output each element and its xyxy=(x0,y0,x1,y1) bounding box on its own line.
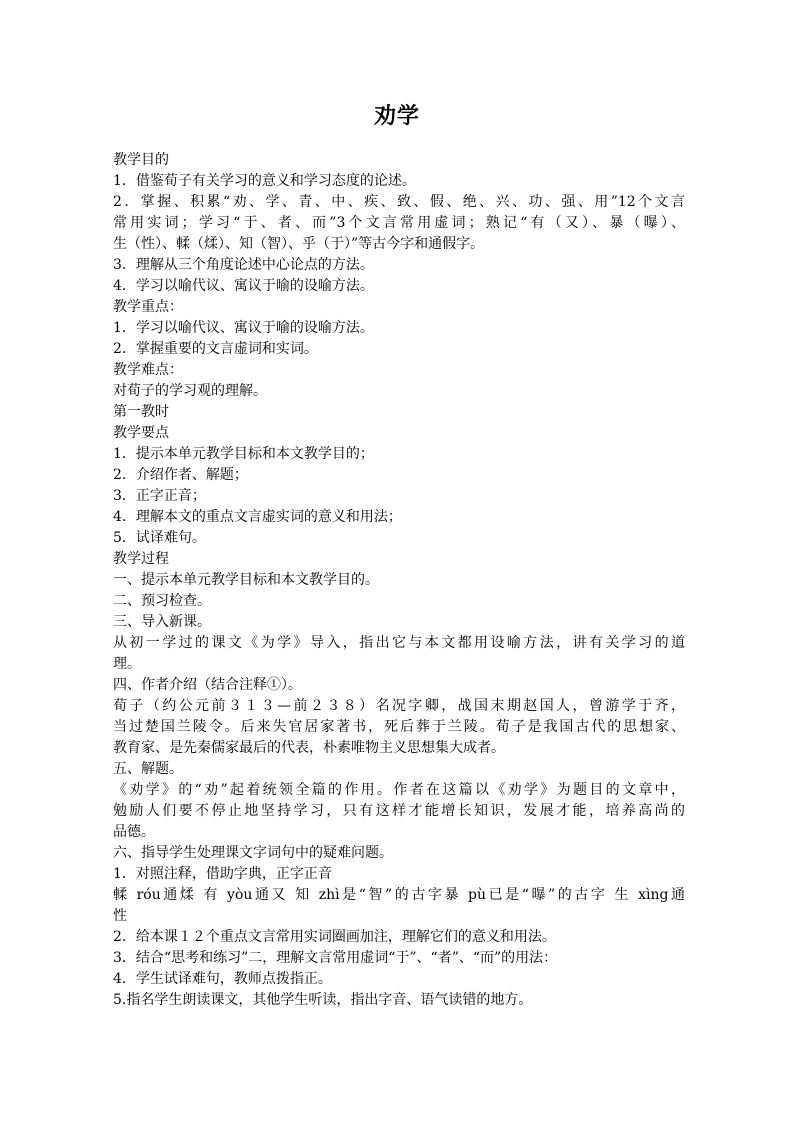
text-line: 教学目的 xyxy=(113,152,169,168)
text-line: 1．提示本单元教学目标和本文教学目的； xyxy=(113,446,374,462)
text-line: 5．试译难句。 xyxy=(113,530,206,546)
text-line: 1．借鉴荀子有关学习的意义和学习态度的论述。 xyxy=(113,173,416,189)
text-line: 五、解题。 xyxy=(113,761,183,777)
text-line: 5.指名学生朗读课文，其他学生听读，指出字音、语气读错的地方。 xyxy=(113,992,533,1008)
text-line: 2．给本课１２个重点文言常用实词圈画加注，理解它们的意义和用法。 xyxy=(113,929,556,945)
text-line: 四、作者介绍（结合注释①）。 xyxy=(113,677,302,693)
document-title: 劝学 xyxy=(373,103,420,129)
text-line: 理。 xyxy=(113,656,141,672)
text-line: 荀子（约公元前３１３—前２３８）名况字卿，战国末期赵国人，曾游学于齐， xyxy=(113,698,685,714)
text-line: 二、预习检查。 xyxy=(113,593,211,609)
text-line: 4．学生试译难句，教师点拨指正。 xyxy=(113,971,332,987)
text-line: 教学要点 xyxy=(113,425,169,441)
text-line: 性 xyxy=(113,908,127,924)
text-line: 教学过程 xyxy=(113,551,169,567)
text-line: 2．掌握、积累“劝、学、青、中、疾、致、假、绝、兴、功、强、用”12个文言 xyxy=(113,194,685,210)
text-line: 《劝学》的“劝”起着统领全篇的作用。作者在这篇以《劝学》为题目的文章中， xyxy=(113,782,685,798)
text-line: 教学重点： xyxy=(113,299,183,315)
text-line: 教学难点： xyxy=(113,362,183,378)
text-line: 4．理解本文的重点文言虚实词的意义和用法； xyxy=(113,509,402,525)
text-line: 3．正字正音； xyxy=(113,488,206,504)
text-line: 六、指导学生处理课文字词句中的疑难问题。 xyxy=(113,845,393,861)
text-line: 4．学习以喻代议、寓议于喻的设喻方法。 xyxy=(113,278,374,294)
text-line: 当过楚国兰陵令。后来失官居家著书，死后葬于兰陵。荀子是我国古代的思想家、 xyxy=(113,719,685,735)
text-line: 輮 róu通煣 有 yòu通又 知 zhì是“智”的古字暴 pù已是“曝”的古字 生 xìng通 xyxy=(113,887,685,903)
text-line: 常用实词；学习“于、者、而”3个文言常用虚词；熟记“有（又）、暴（曝）、 xyxy=(113,215,685,231)
text-line: 品德。 xyxy=(113,824,155,840)
document-body xyxy=(113,150,685,1011)
text-line: 对荀子的学习观的理解。 xyxy=(113,383,267,399)
text-line: 3．理解从三个角度论述中心论点的方法。 xyxy=(113,257,374,273)
text-line: 第一教时 xyxy=(113,404,169,420)
text-line: 从初一学过的课文《为学》导入，指出它与本文都用设喻方法，讲有关学习的道 xyxy=(113,635,685,651)
text-line: 1．对照注释，借助字典，正字正音 xyxy=(113,866,332,882)
text-line: 3．结合“思考和练习”二，理解文言常用虚词“于”、“者”、“而”的用法： xyxy=(113,950,558,966)
text-line: 一、提示本单元教学目标和本文教学目的。 xyxy=(113,572,379,588)
text-line: 2．掌握重要的文言虚词和实词。 xyxy=(113,341,318,357)
text-line: 生（性）、輮（煣）、知（智）、乎（于）”等古今字和通假字。 xyxy=(113,236,485,252)
text-line: 勉励人们要不停止地坚持学习，只有这样才能增长知识，发展才能，培养高尚的 xyxy=(113,803,685,819)
text-line: 三、导入新课。 xyxy=(113,614,211,630)
text-line: 1．学习以喻代议、寓议于喻的设喻方法。 xyxy=(113,320,374,336)
text-line: 2．介绍作者、解题； xyxy=(113,467,248,483)
text-line: 教育家、是先秦儒家最后的代表，朴素唯物主义思想集大成者。 xyxy=(113,740,505,756)
